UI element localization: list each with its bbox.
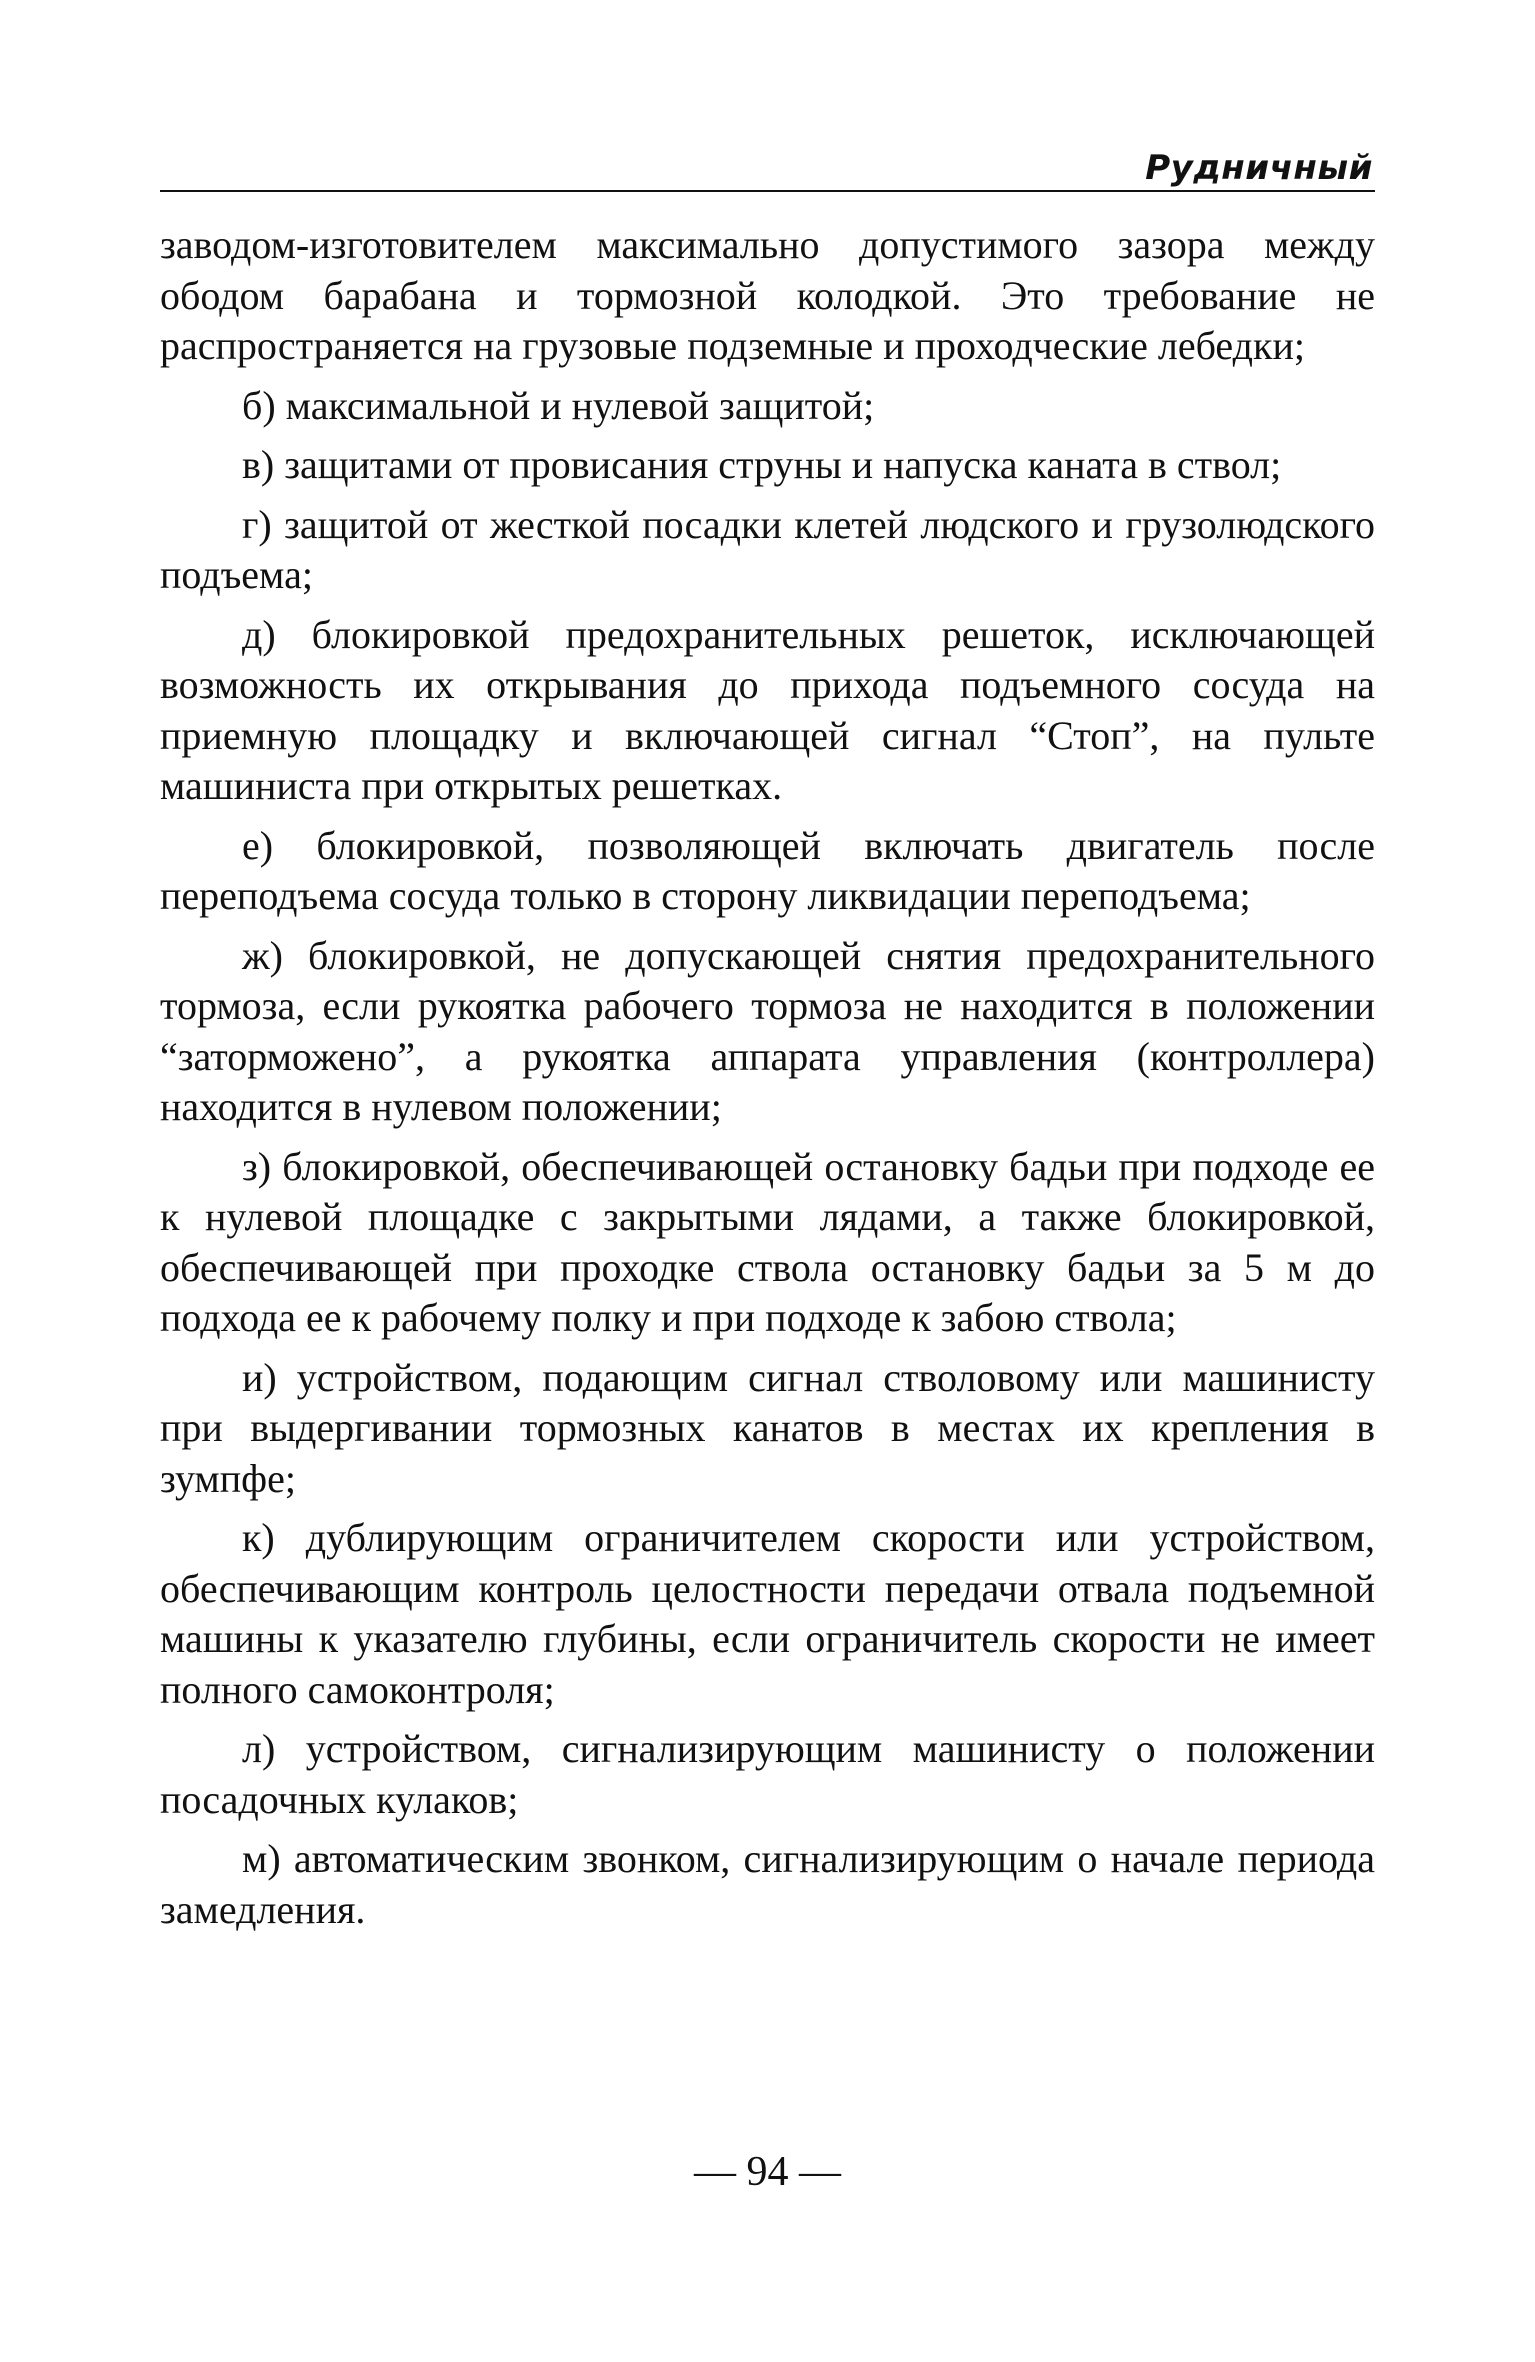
paragraph-z: з) блокировкой, обеспечивающей остановку бадьи при подходе ее к нулевой площадке с закрытыми лядами, а также блокировкой, обеспечивающей при проходке ствола остановку бадьи за 5 м до подхода ее к рабочему полку и при подходе к забою ствола;	[160, 1143, 1375, 1340]
paragraph-i: и) устройством, подающим сигнал стволовому или машинисту при выдергивании тормозных канатов в местах их крепления в зумпфе;	[160, 1354, 1375, 1501]
paragraph-zh: ж) блокировкой, не допускающей снятия предохранительного тормоза, если рукоятка рабочего тормоза не находится в положении “заторможено”, а рукоятка аппарата управления (контроллера) находится в нулевом положении;	[160, 932, 1375, 1129]
paragraph-v: в) защитами от провисания струны и напуска каната в ствол;	[242, 442, 1282, 487]
body-text	[160, 220, 1375, 1944]
paragraph-b: б) максимальной и нулевой защитой;	[242, 382, 875, 428]
page-number: — 94 —	[694, 2149, 841, 2195]
running-header-title: Рудничный	[1145, 148, 1373, 188]
paragraph-k: к) дублирующим ограничителем скорости или устройством, обеспечивающим контроль целостности передачи отвала подъемной машины к указателю глубины, если ограничитель скорости не имеет полного самоконтроля;	[160, 1515, 1375, 1712]
header-rule	[160, 190, 1375, 192]
paragraph-l: л) устройством, сигнализирующим машинисту о положении посадочных кулаков;	[160, 1726, 1375, 1822]
paragraph-e: е) блокировкой, позволяющей включать двигатель после переподъема сосуда только в сторону ликвидации переподъема;	[160, 822, 1375, 918]
paragraph-continuation: заводом-изготовителем максимально допустимого зазора между ободом барабана и тормозной колодкой. Это требование не распространяется на грузовые подземные и проходческие лебедки;	[160, 222, 1375, 368]
paragraph-g: г) защитой от жесткой посадки клетей людского и грузолюдского подъема;	[160, 501, 1375, 597]
paragraph-m: м) автоматическим звонком, сигнализирующим о начале периода замедления.	[160, 1836, 1375, 1932]
paragraph-d: д) блокировкой предохранительных решеток, исключающей возможность их открывания до прихода подъемного сосуда на приемную площадку и включающей сигнал “Стоп”, на пульте машиниста при открытых решетках.	[160, 611, 1375, 808]
